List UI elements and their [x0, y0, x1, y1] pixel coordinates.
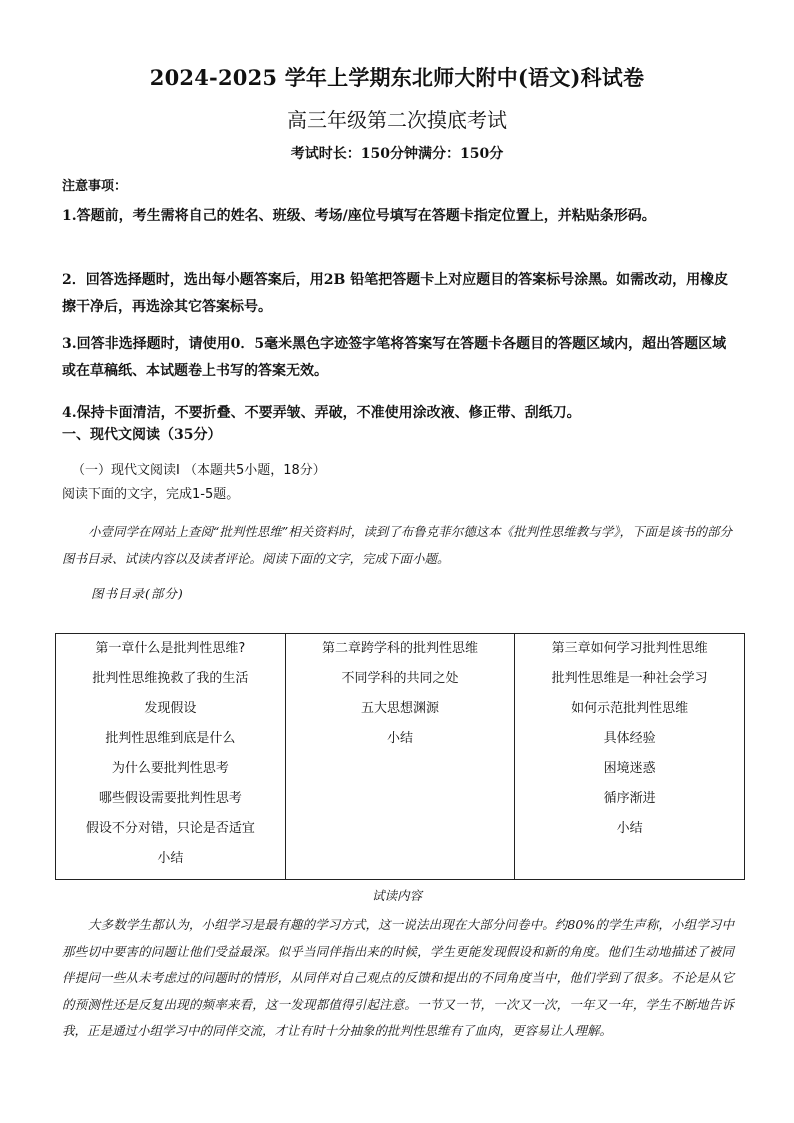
toc-item: 小结 [157, 851, 184, 866]
toc-item: 为什么要批判性思考 [111, 761, 229, 776]
notice-item: 1.答题前，考生需将自己的姓名、班级、考场/座位号填写在答题卡指定位置上，并粘贴条形码。 [62, 208, 656, 224]
toc-item: 五大思想渊源 [361, 701, 440, 716]
toc-item: 不同学科的共同之处 [341, 671, 459, 686]
toc-label: 图书目录(部分) [91, 586, 184, 601]
toc-column-chapter-3 [515, 634, 744, 879]
toc-item: 哪些假设需要批判性思考 [98, 791, 242, 806]
notice-item: 4.保持卡面清洁，不要折叠、不要弄皱、弄破，不准使用涂改液、修正带、刮纸刀。 [62, 405, 581, 421]
toc-item: 假设不分对错，只论是否适宜 [85, 821, 255, 836]
excerpt-label: 试读内容 [371, 888, 422, 903]
toc-item: 具体经验 [603, 731, 656, 746]
toc-item: 困境迷惑 [603, 761, 656, 776]
toc-item: 批判性思维到底是什么 [105, 731, 236, 746]
intro-paragraph: 小壹同学在网站上查阅“批判性思维”相关资料时，读到了布鲁克菲尔德这本《批判性思维教与学》，下面是该书的部分图书目录、试读内容以及读者评论。阅读下面的文字，完成下面小题。 [62, 524, 733, 566]
chapter-title: 第一章什么是批判性思维? [95, 641, 246, 656]
toc-item: 如何示范批判性思维 [571, 701, 689, 716]
toc-item: 小结 [387, 731, 414, 746]
toc-item: 循序渐进 [603, 791, 656, 806]
toc-item: 批判性思维挽救了我的生活 [92, 671, 249, 686]
excerpt-paragraph: 大多数学生都认为，小组学习是最有趣的学习方式，这一说法出现在大部分问卷中。约80%的学生声称，小组学习中那些切中要害的问题让他们受益最深。似乎当同伴指出来的时候，学生更能发现假设和新的角度。他们生动地描述了被同伴提问一些从未考虑过的问题时的情形，从同伴对自己观点的反馈和提出的不同角度当中，他们学到了很多。不论是从它的预测性还是反复出现的频率来看，这一发现都值得引起注意。一节又一节，一次又一次，一年又一年，学生不断地告诉我，正是通过小组学习中的同伴交流，才让有时十分抽象的批判性思维有了血肉，更容易让人理解。 [62, 917, 734, 1038]
toc-item: 批判性思维是一种社会学习 [551, 671, 708, 686]
notice-item: 2．回答选择题时，选出每小题答案后，用2B 铅笔把答题卡上对应题目的答案标号涂黑。如需改动，用橡皮擦干净后，再选涂其它答案标号。 [62, 272, 729, 315]
section-heading: 一、现代文阅读（35分） [62, 427, 222, 443]
chapter-title: 第二章跨学科的批判性思维 [322, 641, 479, 656]
exam-subtitle: 高三年级第二次摸底考试 [287, 108, 507, 132]
toc-column-chapter-1 [56, 634, 286, 879]
notice-heading: 注意事项： [62, 179, 128, 194]
sub-section-heading: （一）现代文阅读I （本题共5小题，18分） [72, 463, 326, 478]
toc-column-chapter-2 [286, 634, 516, 879]
toc-item: 发现假设 [144, 701, 197, 716]
toc-item: 小结 [616, 821, 643, 836]
reading-instruction: 阅读下面的文字，完成1-5题。 [62, 487, 240, 502]
toc-table [55, 633, 745, 880]
notice-item: 3.回答非选择题时，请使用0．5毫米黑色字迹签字笔将答案写在答题卡各题目的答题区域内，超出答题区域或在草稿纸、本试题卷上书写的答案无效。 [62, 336, 727, 379]
exam-duration-score: 考试时长：150分钟满分：150分 [290, 146, 504, 162]
exam-title: 2024-2025 学年上学期东北师大附中(语文)科试卷 [149, 65, 645, 90]
chapter-title: 第三章如何学习批判性思维 [551, 641, 708, 656]
